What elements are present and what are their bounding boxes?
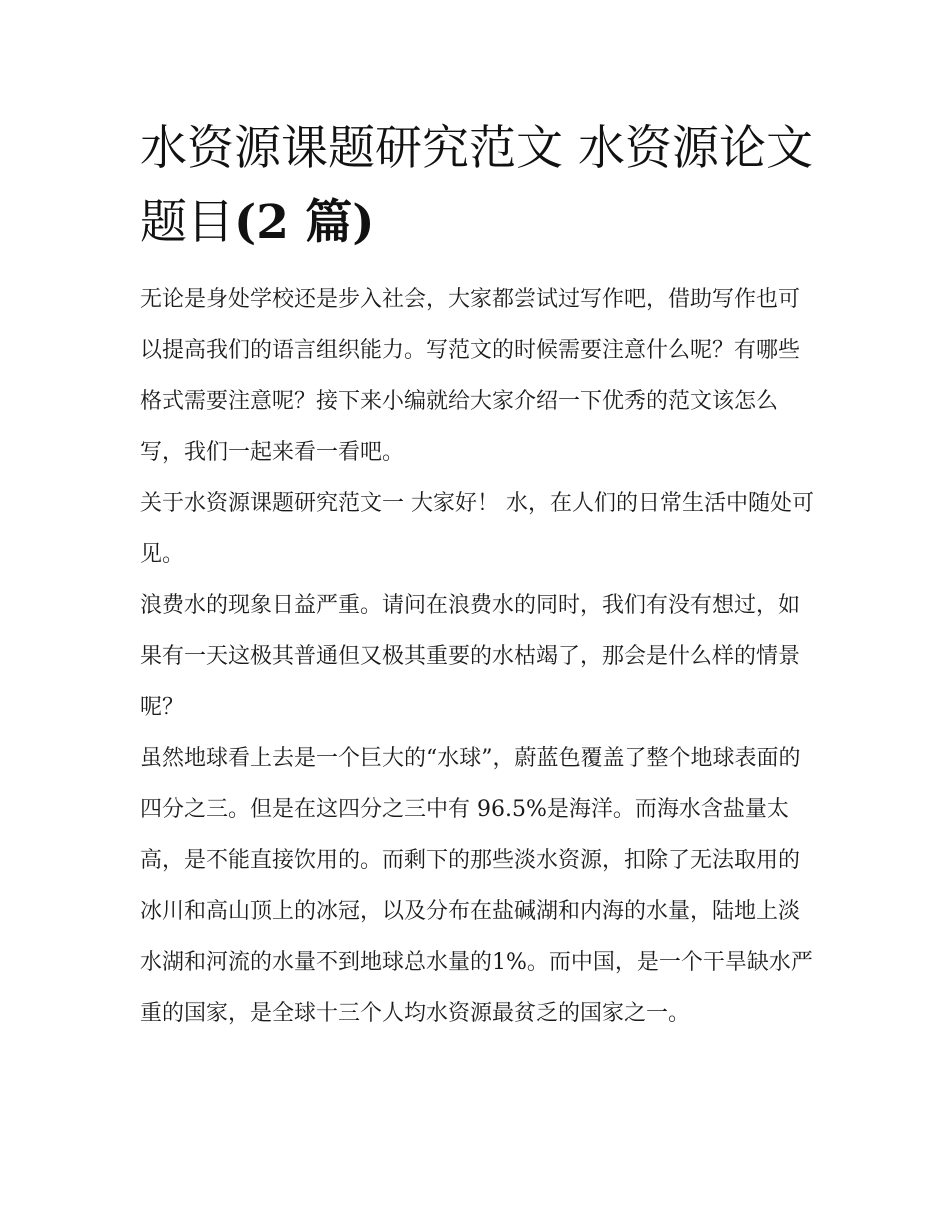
title-main-text: 水资源课题研究范文 水资源论文题目 xyxy=(140,121,813,250)
paragraph-earth-water: 虽然地球看上去是一个巨大的“水球”，蔚蓝色覆盖了整个地球表面的四分之三。但是在这四分之三中有 96.5%是海洋。而海水含盐量太高，是不能直接饮用的。而剩下的那些淡水资源，扣除了无法取用的冰川和高山顶上的冰冠，以及分布在盐碱湖和内海的水量，陆地上淡水湖和河流的水量不到地球总水量的1%。而中国，是一个干旱缺水严重的国家，是全球十三个人均水资源最贫乏的国家之一。 xyxy=(140,746,813,1026)
paragraph-waste: 浪费水的现象日益严重。请问在浪费水的同时，我们有没有想过，如果有一天这极其普通但又极其重要的水枯竭了，那会是什么样的情景呢？ xyxy=(140,593,801,720)
document-title xyxy=(140,112,814,260)
paragraph-intro: 无论是身处学校还是步入社会，大家都尝试过写作吧，借助写作也可以提高我们的语言组织能力。写范文的时候需要注意什么呢？有哪些格式需要注意呢？接下来小编就给大家介绍一下优秀的范文该怎么写，我们一起来看一看吧。 xyxy=(140,287,801,465)
title-count-text: (2 篇) xyxy=(234,195,375,250)
paragraph-greeting: 关于水资源课题研究范文一 大家好！ 水，在人们的日常生活中随处可见。 xyxy=(140,491,814,567)
document-page xyxy=(140,112,814,1039)
